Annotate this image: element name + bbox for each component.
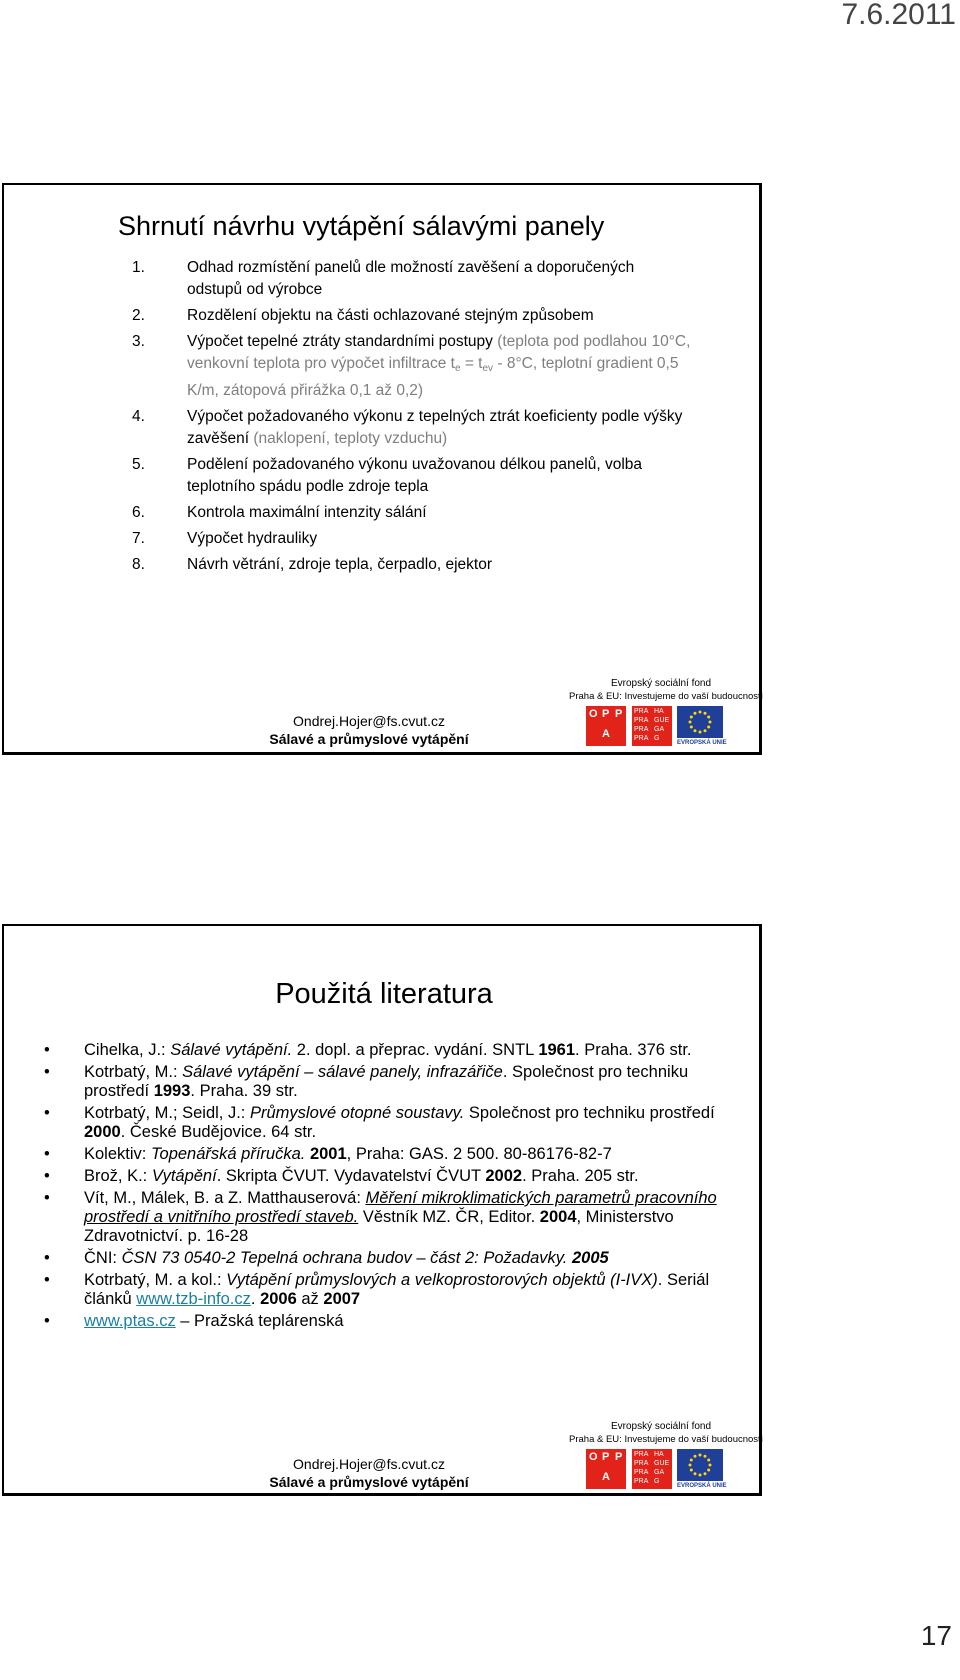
slide-summary [2,183,762,755]
list-item [132,257,692,301]
reference-list [44,1041,734,1334]
esf-slogan: Praha & EU: Investujeme do vaší budoucnosti [569,1434,763,1445]
item-number: 2. [132,307,145,324]
reference-item: • Kotrbatý, M. a kol.: Vytápění průmyslových a velkoprostorových objektů (I-IVX). Seriál článků www.tzb-info.cz. 2006 až 2007 [44,1271,734,1309]
ptas-link[interactable]: www.ptas.cz [84,1312,176,1330]
slide-title: Použitá literatura [275,978,493,1010]
eu-flag-icon [677,706,723,738]
list-item [132,528,692,550]
course-name: Sálavé a průmyslové vytápění [269,731,469,747]
course-name: Sálavé a průmyslové vytápění [269,1474,469,1490]
summary-list [132,257,692,580]
list-item [132,554,692,576]
reference-item: • Kotrbatý, M.; Seidl, J.: Průmyslové otopné soustavy. Společnost pro techniku prostředí 2000. České Budějovice. 64 str. [44,1104,734,1142]
reference-item: • Cihelka, J.: Sálavé vytápění. 2. dopl. a přeprac. vydání. SNTL 1961. Praha. 376 str. [44,1041,734,1060]
esf-logo [569,678,763,758]
item-text: Návrh větrání, zdroje tepla, čerpadlo, ejektor [187,556,492,573]
author-email: Ondrej.Hojer@fs.cvut.cz [293,713,445,729]
esf-slogan: Praha & EU: Investujeme do vaší budoucnosti [569,691,763,702]
item-note: (teplota pod podlahou 10°C, venkovní teplota pro výpočet infiltrace $t_e = t_{ev} - 8^\circ C$, teplotní gradient 0,5 K/m, zátopová přirážka 0,1 až 0,2) [187,333,691,399]
list-item [132,502,692,524]
tzb-info-link[interactable]: www.tzb-info.cz [136,1290,251,1308]
item-number: 6. [132,504,145,521]
list-item [132,305,692,327]
reference-item: • Brož, K.: Vytápění. Skripta ČVUT. Vydavatelství ČVUT 2002. Praha. 205 str. [44,1167,734,1186]
esf-label: Evropský sociální fond [611,678,712,689]
esf-logo [569,1421,763,1501]
page-number: 17 [920,1620,952,1651]
item-note: (naklopení, teploty vzduchu) [253,430,448,447]
item-text: Kontrola maximální intenzity sálání [187,504,427,521]
slide-literature [2,924,762,1496]
list-item [132,406,692,450]
eu-flag-icon [677,1449,723,1481]
esf-label: Evropský sociální fond [611,1421,712,1432]
list-item [132,331,692,402]
item-number: 7. [132,530,145,547]
slide-footer [244,712,494,748]
eu-label: EVROPSKÁ UNIE [677,740,727,746]
item-number: 3. [132,333,145,350]
praha-logo-icon: PRA HA PRA GUE PRA GA PRA G [632,1449,672,1489]
author-email: Ondrej.Hojer@fs.cvut.cz [293,1456,445,1472]
header-date: 7.6.2011 [841,0,956,31]
reference-item: • Kotrbatý, M.: Sálavé vytápění – sálavé panely, infrazářiče. Společnost pro techniku prostředí 1993. Praha. 39 str. [44,1063,734,1101]
reference-item: • www.ptas.cz – Pražská teplárenská [44,1312,734,1331]
reference-item: • Vít, M., Málek, B. a Z. Matthauserová: Měření mikroklimatických parametrů pracovního prostředí a vnitřního prostředí staveb. Věstník MZ. ČR, Editor. 2004, Ministerstvo Zdravotnictví. p. 16-28 [44,1189,734,1246]
opp-logo-icon: O P P A [586,1449,626,1489]
item-text: Odhad rozmístění panelů dle možností zavěšení a doporučených odstupů od výrobce [187,259,635,298]
list-item [132,454,692,498]
reference-item: • Kolektiv: Topenářská příručka. 2001, Praha: GAS. 2 500. 80-86176-82-7 [44,1145,734,1164]
item-text: Výpočet hydrauliky [187,530,318,547]
slide-title: Shrnutí návrhu vytápění sálavými panely [118,211,605,241]
item-number: 8. [132,556,145,573]
slide-footer [244,1455,494,1491]
item-number: 1. [132,259,145,276]
opp-logo-icon: O P P A [586,706,626,746]
item-text: Výpočet požadovaného výkonu z tepelných ztrát koeficienty podle výšky zavěšení [187,408,683,447]
item-number: 4. [132,408,145,425]
item-text: Výpočet tepelné ztráty standardními postupy [187,333,493,350]
item-text: Podělení požadovaného výkonu uvažovanou délkou panelů, volba teplotního spádu podle zdroje tepla [187,456,643,495]
praha-logo-icon: PRA HA PRA GUE PRA GA PRA G [632,706,672,746]
item-text: Rozdělení objektu na části ochlazované stejným způsobem [187,307,594,324]
eu-label: EVROPSKÁ UNIE [677,1483,727,1489]
item-number: 5. [132,456,145,473]
reference-item: • ČNI: ČSN 73 0540-2 Tepelná ochrana budov – část 2: Požadavky. 2005 [44,1249,734,1268]
